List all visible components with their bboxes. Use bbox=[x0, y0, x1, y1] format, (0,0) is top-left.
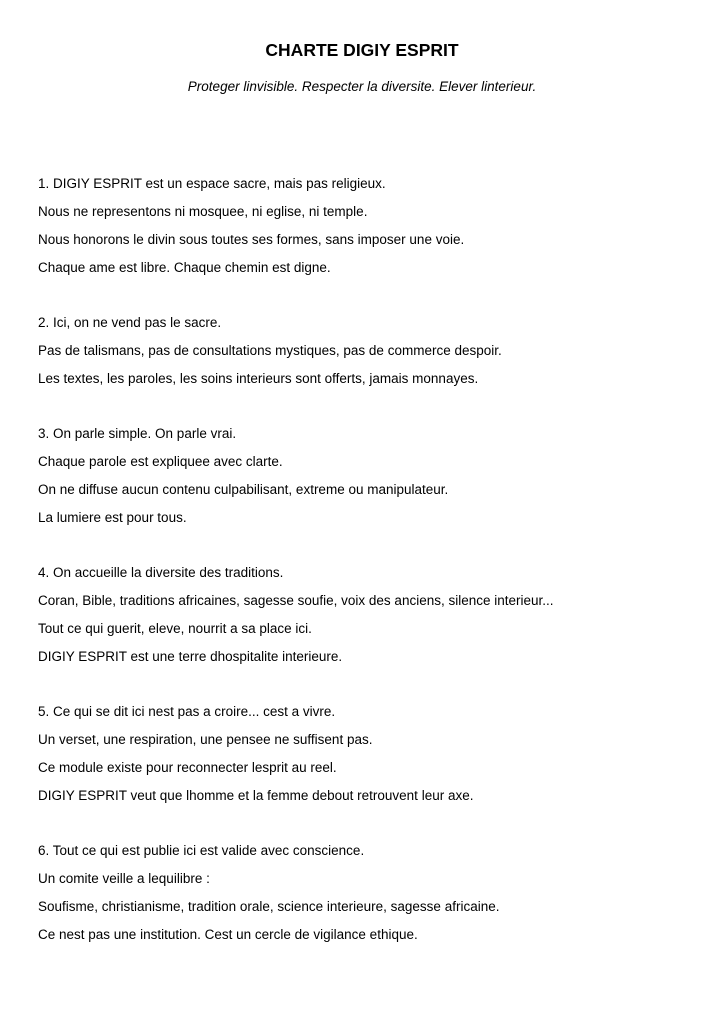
section-heading: 6. Tout ce qui est publie ici est valide avec conscience. bbox=[38, 843, 365, 858]
section-5 bbox=[38, 698, 698, 810]
section-line: DIGIY ESPRIT est une terre dhospitalite interieure. bbox=[38, 649, 343, 664]
section-6 bbox=[38, 837, 698, 949]
section-line: Un comite veille a lequilibre : bbox=[38, 871, 210, 886]
section-heading: 1. DIGIY ESPRIT est un espace sacre, mais pas religieux. bbox=[38, 176, 386, 191]
section-heading: 4. On accueille la diversite des traditions. bbox=[38, 565, 284, 580]
section-line: Nous honorons le divin sous toutes ses formes, sans imposer une voie. bbox=[38, 232, 465, 247]
section-heading: 3. On parle simple. On parle vrai. bbox=[38, 426, 237, 441]
section-line: Chaque parole est expliquee avec clarte. bbox=[38, 454, 283, 469]
section-line: Soufisme, christianisme, tradition orale, science interieure, sagesse africaine. bbox=[38, 899, 500, 914]
section-1 bbox=[38, 170, 698, 282]
section-line: La lumiere est pour tous. bbox=[38, 510, 187, 525]
section-line: Ce nest pas une institution. Cest un cercle de vigilance ethique. bbox=[38, 927, 418, 942]
section-line: Chaque ame est libre. Chaque chemin est digne. bbox=[38, 260, 331, 275]
section-line: Ce module existe pour reconnecter lesprit au reel. bbox=[38, 760, 337, 775]
section-2 bbox=[38, 309, 698, 393]
section-4 bbox=[38, 559, 698, 671]
page-title: CHARTE DIGIY ESPRIT bbox=[265, 40, 459, 60]
page-subtitle: Proteger linvisible. Respecter la diversite. Elever linterieur. bbox=[187, 79, 537, 94]
section-line: Les textes, les paroles, les soins interieurs sont offerts, jamais monnayes. bbox=[38, 371, 479, 386]
section-heading: 2. Ici, on ne vend pas le sacre. bbox=[38, 315, 222, 330]
section-line: Nous ne representons ni mosquee, ni eglise, ni temple. bbox=[38, 204, 368, 219]
charter-sections bbox=[38, 170, 698, 976]
section-line: On ne diffuse aucun contenu culpabilisant, extreme ou manipulateur. bbox=[38, 482, 449, 497]
section-heading: 5. Ce qui se dit ici nest pas a croire... cest a vivre. bbox=[38, 704, 336, 719]
section-line: Pas de talismans, pas de consultations mystiques, pas de commerce despoir. bbox=[38, 343, 502, 358]
section-line: Un verset, une respiration, une pensee ne suffisent pas. bbox=[38, 732, 373, 747]
section-line: Coran, Bible, traditions africaines, sagesse soufie, voix des anciens, silence interieur... bbox=[38, 593, 554, 608]
section-3 bbox=[38, 420, 698, 532]
section-line: DIGIY ESPRIT veut que lhomme et la femme debout retrouvent leur axe. bbox=[38, 788, 474, 803]
section-line: Tout ce qui guerit, eleve, nourrit a sa place ici. bbox=[38, 621, 312, 636]
